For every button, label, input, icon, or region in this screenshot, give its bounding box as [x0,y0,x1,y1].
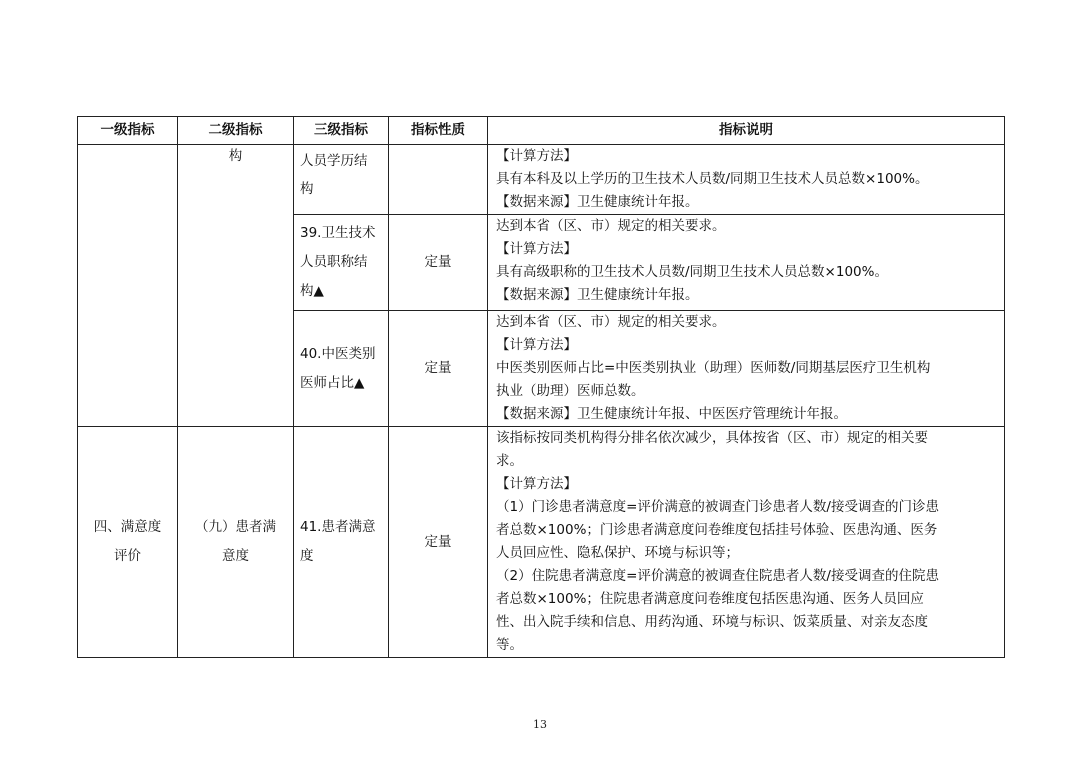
level3-cell: 40.中医类别 医师占比▲ [294,311,389,427]
nature-cell: 定量 [389,311,488,427]
header-level3: 三级指标 [294,117,389,145]
level3-cell: 41.患者满意 度 [294,427,389,658]
table-header-row [78,117,1005,145]
level2-cell: （九）患者满 意度 [178,427,294,658]
description-cell: 该指标按同类机构得分排名依次减少，具体按省（区、市）规定的相关要 求。 【计算方法】 （1）门诊患者满意度=评价满意的被调查门诊患者人数/接受调查的门诊患 者总数×100%；门诊患者满意度问卷维度包括挂号体验、医患沟通、医务 人员回应性、隐私保护、环境与标识等； （2）住院患者满意度=评价满意的被调查住院患者人数/接受调查的住院患 者总数×100%；住院患者满意度问卷维度包括医患沟通、医务人员回应 性、出入院手续和信息、用药沟通、环境与标识、饭菜质量、对亲友态度 等。 [488,427,1005,658]
table-row [78,145,1005,215]
description-cell: 达到本省（区、市）规定的相关要求。 【计算方法】 中医类别医师占比=中医类别执业（助理）医师数/同期基层医疗卫生机构 执业（助理）医师总数。 【数据来源】卫生健康统计年报、中医医疗管理统计年报。 [488,311,1005,427]
nature-cell: 定量 [389,215,488,311]
header-nature: 指标性质 [389,117,488,145]
description-cell: 【计算方法】 具有本科及以上学历的卫生技术人员数/同期卫生技术人员总数×100%。 【数据来源】卫生健康统计年报。 [488,145,1005,215]
header-level2: 二级指标 [178,117,294,145]
level3-cell: 人员学历结 构 [294,145,389,215]
nature-cell: 定量 [389,427,488,658]
level1-cell-empty [78,145,178,427]
level1-cell: 四、满意度 评价 [78,427,178,658]
page-number: 13 [533,718,547,731]
description-cell: 达到本省（区、市）规定的相关要求。 【计算方法】 具有高级职称的卫生技术人员数/同期卫生技术人员总数×100%。 【数据来源】卫生健康统计年报。 [488,215,1005,311]
table-row [78,427,1005,658]
nature-cell [389,145,488,215]
indicator-table [77,116,1005,658]
header-level1: 一级指标 [78,117,178,145]
level3-cell: 39.卫生技术 人员职称结 构▲ [294,215,389,311]
level2-text: 构 [228,148,243,164]
header-description: 指标说明 [488,117,1005,145]
level2-cell [178,145,294,427]
